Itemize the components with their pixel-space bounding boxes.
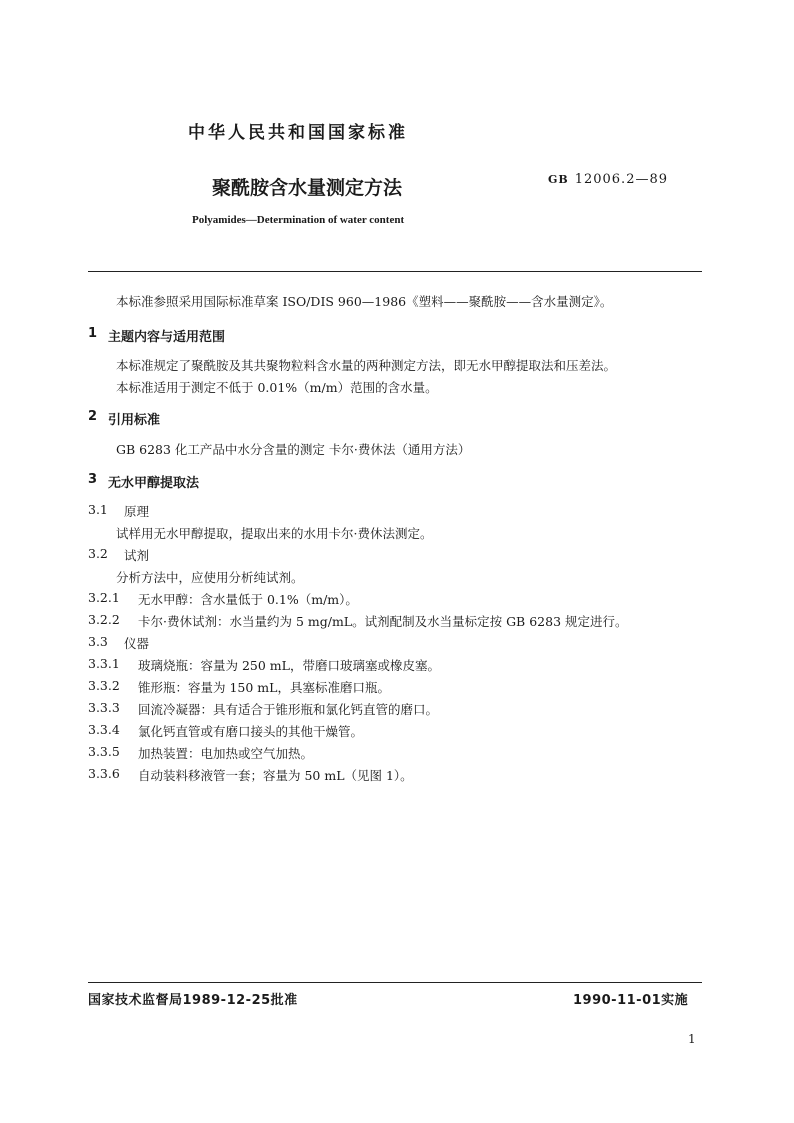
standard-code-number: 12006.2—89 [574,172,669,187]
standard-code [548,172,668,187]
clause-3-3-number: 3.3 [88,634,108,649]
english-title: Polyamides—Determination of water content [192,214,405,226]
clause-3-3-4-number: 3.3.4 [88,722,120,737]
section-2-reference: GB 6283 化工产品中水分含量的测定 卡尔·费休法（通用方法） [116,442,471,457]
clause-3-3-5-number: 3.3.5 [88,744,120,759]
approval-line: 国家技术监督局1989-12-25批准 [88,993,298,1008]
clause-3-3-1-number: 3.3.1 [88,656,120,671]
section-2-heading: 引用标准 [108,413,161,428]
national-standard-heading: 中华人民共和国国家标准 [188,123,408,143]
clause-3-3-5-text: 加热装置：电加热或空气加热。 [138,746,314,761]
clause-3-3-1-text: 玻璃烧瓶：容量为 250 mL，带磨口玻璃塞或橡皮塞。 [138,658,440,673]
section-1-paragraph-1: 本标准规定了聚酰胺及其共聚物粒料含水量的两种测定方法，即无水甲醇提取法和压差法。 [116,358,617,373]
section-3-number: 3 [88,472,98,487]
section-2-number: 2 [88,409,98,424]
header-divider [88,271,702,272]
clause-3-3-6-text: 自动装料移液管一套；容量为 50 mL（见图 1）。 [138,768,413,783]
clause-3-2-heading: 试剂 [124,548,150,563]
clause-3-2-2-number: 3.2.2 [88,612,120,627]
clause-3-2-1-text: 无水甲醇：含水量低于 0.1%（m/m）。 [138,592,358,607]
clause-3-1-text: 试样用无水甲醇提取，提取出来的水用卡尔·费休法测定。 [116,526,433,541]
clause-3-1-number: 3.1 [88,502,108,517]
standard-code-prefix: GB [548,173,569,186]
section-1-number: 1 [88,326,98,341]
clause-3-3-4-text: 氯化钙直管或有磨口接头的其他干燥管。 [138,724,364,739]
clause-3-3-3-number: 3.3.3 [88,700,120,715]
document-title: 聚酰胺含水量测定方法 [212,177,403,199]
clause-3-2-1-number: 3.2.1 [88,590,120,605]
footer-divider [88,982,702,983]
clause-3-3-6-number: 3.3.6 [88,766,120,781]
page-number: 1 [688,1032,696,1046]
section-1-heading: 主题内容与适用范围 [108,330,226,345]
clause-3-3-heading: 仪器 [124,636,150,651]
clause-3-2-text: 分析方法中，应使用分析纯试剂。 [116,570,304,585]
clause-3-2-2-text: 卡尔·费休试剂：水当量约为 5 mg/mL。试剂配制及水当量标定按 GB 6283 规定进行。 [138,614,628,629]
clause-3-3-2-number: 3.3.2 [88,678,120,693]
section-1-paragraph-2: 本标准适用于测定不低于 0.01%（m/m）范围的含水量。 [116,380,438,395]
implementation-date: 1990-11-01实施 [573,993,689,1008]
clause-3-3-2-text: 锥形瓶：容量为 150 mL，具塞标准磨口瓶。 [138,680,390,695]
clause-3-1-heading: 原理 [124,504,150,519]
clause-3-2-number: 3.2 [88,546,108,561]
clause-3-3-3-text: 回流冷凝器：具有适合于锥形瓶和氯化钙直管的磨口。 [138,702,439,717]
section-3-heading: 无水甲醇提取法 [108,476,200,491]
intro-paragraph: 本标准参照采用国际标准草案 ISO/DIS 960—1986《塑料——聚酰胺——含水量测定》。 [116,294,613,309]
